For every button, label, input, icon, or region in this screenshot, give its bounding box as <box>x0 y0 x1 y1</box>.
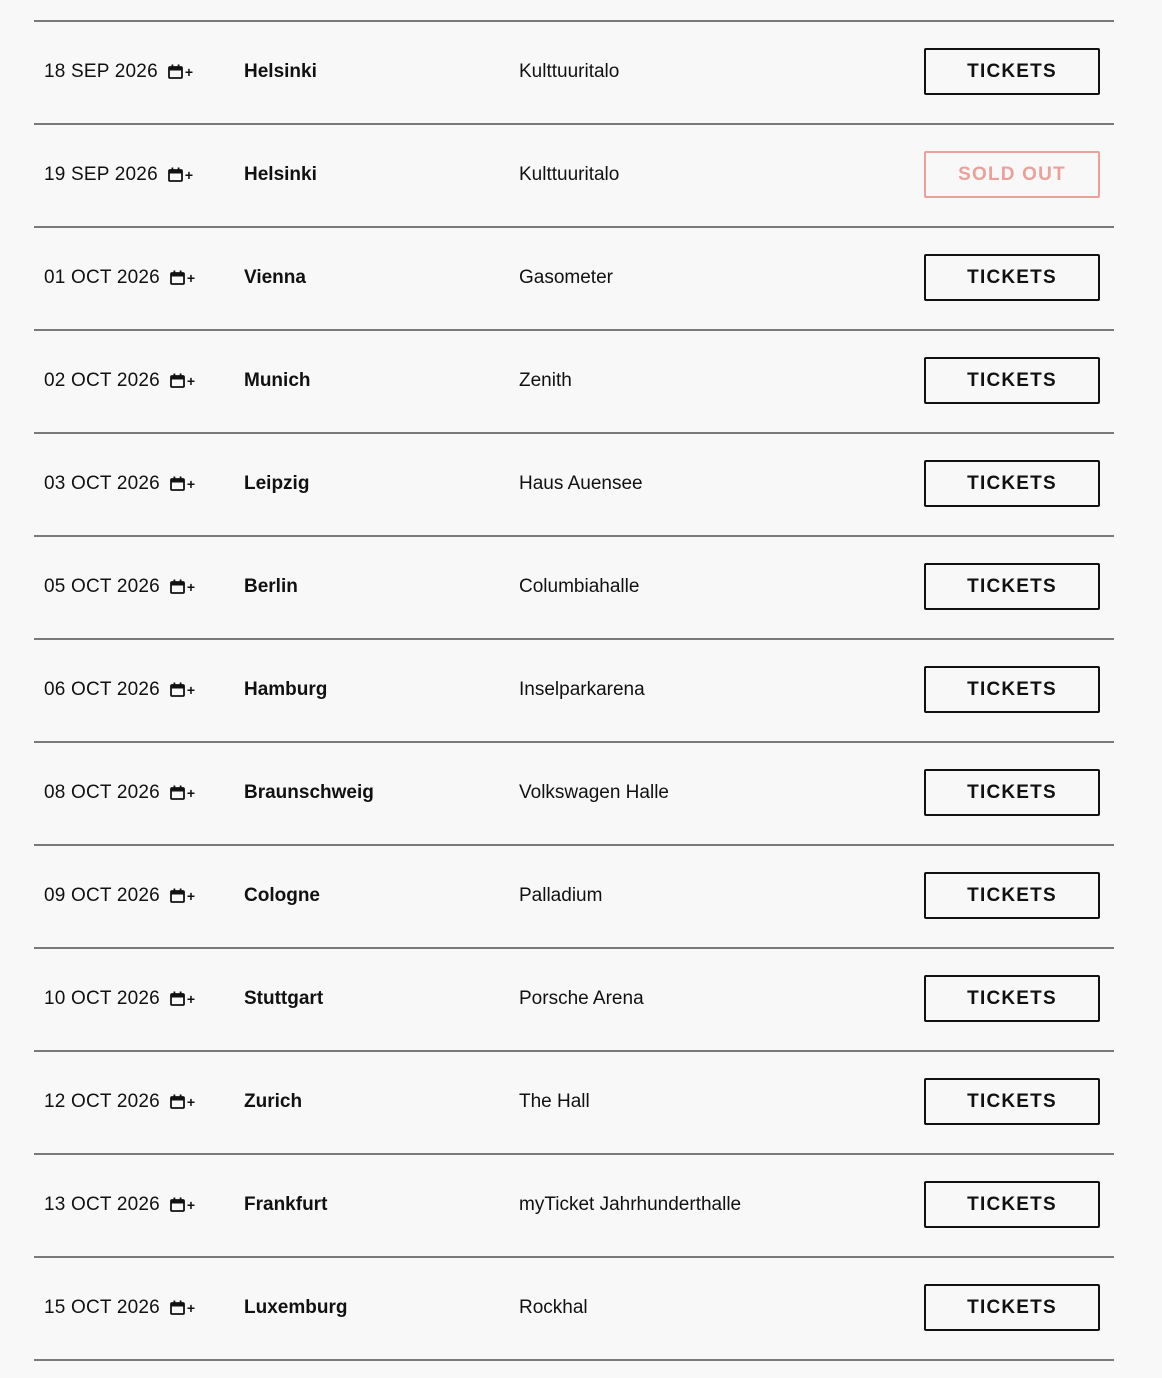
plus-icon: + <box>186 991 196 1007</box>
show-city: Vienna <box>244 267 306 288</box>
calendar-add-icon <box>170 1197 186 1213</box>
tour-date-row <box>34 743 1114 846</box>
add-to-calendar-button[interactable] <box>170 991 195 1007</box>
calendar-add-icon <box>170 785 186 801</box>
show-city: Berlin <box>244 576 298 597</box>
tickets-button[interactable]: TICKETS <box>924 357 1100 404</box>
show-venue: Rockhal <box>519 1297 588 1318</box>
show-date-text: 12 OCT 2026 <box>44 1091 160 1112</box>
tickets-button[interactable]: TICKETS <box>924 254 1100 301</box>
show-venue: myTicket Jahrhunderthalle <box>519 1194 742 1215</box>
show-date <box>44 473 195 495</box>
tickets-button[interactable]: TICKETS <box>924 1284 1100 1331</box>
show-city: Luxemburg <box>244 1297 348 1318</box>
tour-date-row <box>34 1155 1114 1258</box>
add-to-calendar-button[interactable] <box>168 167 193 183</box>
show-date <box>44 782 195 804</box>
calendar-add-icon <box>168 167 184 183</box>
show-venue: Haus Auensee <box>519 473 643 494</box>
tickets-button[interactable]: TICKETS <box>924 48 1100 95</box>
show-city: Frankfurt <box>244 1194 328 1215</box>
calendar-add-icon <box>168 64 184 80</box>
add-to-calendar-button[interactable] <box>170 1197 195 1213</box>
tour-date-row <box>34 1052 1114 1155</box>
show-venue: Inselparkarena <box>519 679 645 700</box>
show-city: Helsinki <box>244 61 317 82</box>
show-city: Leipzig <box>244 473 310 494</box>
add-to-calendar-button[interactable] <box>170 682 195 698</box>
show-city: Helsinki <box>244 164 317 185</box>
plus-icon: + <box>186 1300 196 1316</box>
tickets-button[interactable]: TICKETS <box>924 975 1100 1022</box>
add-to-calendar-button[interactable] <box>170 579 195 595</box>
show-date <box>44 1091 195 1113</box>
tickets-button[interactable]: TICKETS <box>924 666 1100 713</box>
calendar-add-icon <box>170 888 186 904</box>
add-to-calendar-button[interactable] <box>170 270 195 286</box>
tour-date-row <box>34 228 1114 331</box>
show-date <box>44 679 195 701</box>
show-venue: Gasometer <box>519 267 613 288</box>
plus-icon: + <box>186 373 196 389</box>
show-date <box>44 267 195 289</box>
plus-icon: + <box>184 64 194 80</box>
tour-date-row <box>34 846 1114 949</box>
show-venue: Columbiahalle <box>519 576 640 597</box>
show-date-text: 18 SEP 2026 <box>44 61 158 82</box>
plus-icon: + <box>186 682 196 698</box>
show-date <box>44 61 193 83</box>
add-to-calendar-button[interactable] <box>170 476 195 492</box>
calendar-add-icon <box>170 579 186 595</box>
tour-date-row <box>34 640 1114 743</box>
calendar-add-icon <box>170 476 186 492</box>
calendar-add-icon <box>170 270 186 286</box>
tickets-button[interactable]: TICKETS <box>924 769 1100 816</box>
add-to-calendar-button[interactable] <box>168 64 193 80</box>
calendar-add-icon <box>170 991 186 1007</box>
tickets-button[interactable]: TICKETS <box>924 563 1100 610</box>
plus-icon: + <box>186 888 196 904</box>
tour-date-row <box>34 125 1114 228</box>
show-city: Braunschweig <box>244 782 374 803</box>
plus-icon: + <box>186 1197 196 1213</box>
tickets-button[interactable]: TICKETS <box>924 872 1100 919</box>
tour-date-row <box>34 331 1114 434</box>
show-city: Munich <box>244 370 311 391</box>
show-date-text: 06 OCT 2026 <box>44 679 160 700</box>
sold-out-button: SOLD OUT <box>924 151 1100 198</box>
plus-icon: + <box>186 579 196 595</box>
show-date-text: 08 OCT 2026 <box>44 782 160 803</box>
tickets-button[interactable]: TICKETS <box>924 1078 1100 1125</box>
plus-icon: + <box>184 167 194 183</box>
tour-date-row <box>34 1258 1114 1361</box>
show-venue: Porsche Arena <box>519 988 644 1009</box>
tickets-button[interactable]: TICKETS <box>924 1181 1100 1228</box>
tickets-button[interactable]: TICKETS <box>924 460 1100 507</box>
show-date <box>44 885 195 907</box>
calendar-add-icon <box>170 1094 186 1110</box>
add-to-calendar-button[interactable] <box>170 1300 195 1316</box>
show-city: Hamburg <box>244 679 328 700</box>
show-date-text: 02 OCT 2026 <box>44 370 160 391</box>
show-date-text: 15 OCT 2026 <box>44 1297 160 1318</box>
add-to-calendar-button[interactable] <box>170 1094 195 1110</box>
tour-date-row <box>34 22 1114 125</box>
show-date <box>44 988 195 1010</box>
plus-icon: + <box>186 270 196 286</box>
show-venue: Volkswagen Halle <box>519 782 669 803</box>
plus-icon: + <box>186 1094 196 1110</box>
show-city: Stuttgart <box>244 988 324 1009</box>
calendar-add-icon <box>170 373 186 389</box>
tour-date-row <box>34 949 1114 1052</box>
add-to-calendar-button[interactable] <box>170 888 195 904</box>
show-date-text: 13 OCT 2026 <box>44 1194 160 1215</box>
show-city: Cologne <box>244 885 320 906</box>
show-date <box>44 1297 195 1319</box>
tour-date-row <box>34 537 1114 640</box>
plus-icon: + <box>186 476 196 492</box>
tour-dates-list <box>34 20 1114 1361</box>
show-date-text: 05 OCT 2026 <box>44 576 160 597</box>
show-date-text: 01 OCT 2026 <box>44 267 160 288</box>
show-venue: Palladium <box>519 885 603 906</box>
show-venue: Kulttuuritalo <box>519 164 620 185</box>
show-date-text: 09 OCT 2026 <box>44 885 160 906</box>
show-date-text: 03 OCT 2026 <box>44 473 160 494</box>
tour-dates-rows <box>34 22 1114 1361</box>
show-date <box>44 576 195 598</box>
show-date-text: 19 SEP 2026 <box>44 164 158 185</box>
calendar-add-icon <box>170 682 186 698</box>
show-venue: Kulttuuritalo <box>519 61 620 82</box>
show-city: Zurich <box>244 1091 303 1112</box>
add-to-calendar-button[interactable] <box>170 785 195 801</box>
add-to-calendar-button[interactable] <box>170 373 195 389</box>
show-venue: Zenith <box>519 370 572 391</box>
plus-icon: + <box>186 785 196 801</box>
show-date-text: 10 OCT 2026 <box>44 988 160 1009</box>
show-venue: The Hall <box>519 1091 590 1112</box>
calendar-add-icon <box>170 1300 186 1316</box>
show-date <box>44 370 195 392</box>
show-date <box>44 1194 195 1216</box>
show-date <box>44 164 193 186</box>
tour-date-row <box>34 434 1114 537</box>
